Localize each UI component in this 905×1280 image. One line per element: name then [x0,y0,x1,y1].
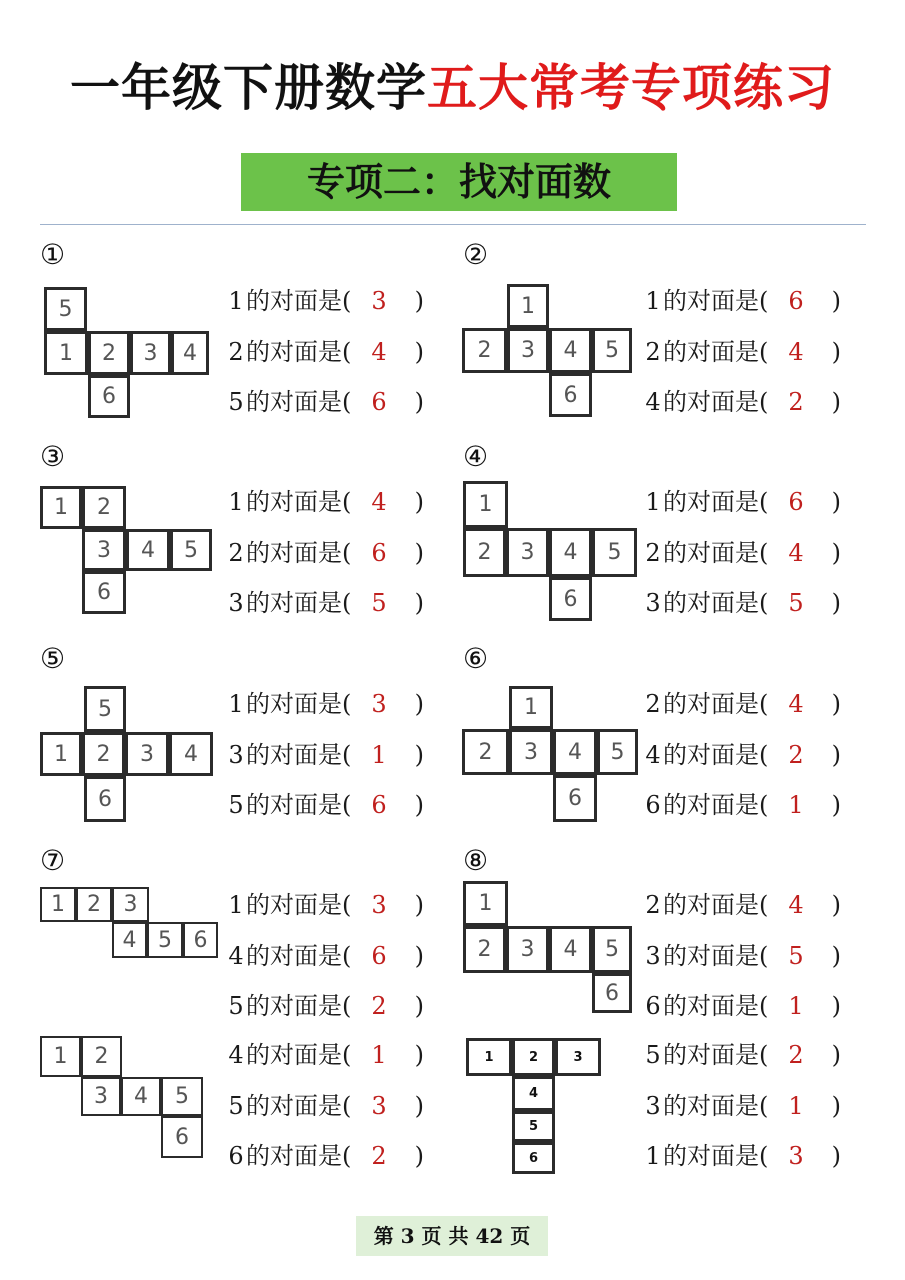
question-text: 的对面是 [663,740,759,769]
net-cell: 1 [507,284,549,328]
answer-value: 1 [371,740,387,769]
answer-value: 3 [371,690,387,718]
net-cell: 5 [161,1077,203,1116]
left-paren: ( [342,287,352,315]
question-text: 的对面是 [246,690,342,718]
question-digit: 2 [645,690,661,718]
question-text: 的对面是 [663,388,759,416]
question-digit: 6 [645,791,661,819]
right-paren: ) [831,992,841,1020]
net-cell: 1 [40,887,76,922]
net-cell: 4 [549,528,592,577]
left-paren: ( [342,891,352,919]
net-cell: 2 [462,328,507,373]
question-line [226,890,424,920]
left-paren: ( [342,1091,352,1120]
answer-value: 6 [371,388,387,416]
question-digit: 3 [228,589,244,617]
right-paren: ) [414,740,424,769]
answer-value: 2 [371,1142,387,1170]
net-cell: 2 [463,926,506,973]
answer-value: 6 [371,791,387,819]
net-cell: 4 [549,328,592,373]
question-text: 的对面是 [663,891,759,919]
question-digit: 4 [228,1041,244,1069]
right-paren: ) [831,287,841,315]
question-line [643,588,841,618]
question-digit: 4 [228,941,244,970]
right-paren: ) [414,1142,424,1170]
question-text: 的对面是 [663,992,759,1020]
net-cell: 6 [161,1116,203,1158]
question-line [643,790,841,820]
left-paren: ( [342,488,352,516]
question-text: 的对面是 [663,941,759,970]
answer-value: 4 [371,337,387,366]
question-line [226,1091,424,1121]
net-cell: 6 [84,776,126,822]
net-cell: 5 [597,729,638,775]
left-paren: ( [759,1091,769,1120]
answer-value: 3 [371,287,387,315]
right-paren: ) [414,337,424,366]
section-subtitle: 专项二：找对面数 [241,153,677,211]
right-paren: ) [414,488,424,516]
question-text: 的对面是 [246,891,342,919]
problem-number: ② [463,238,489,271]
question-text: 的对面是 [663,589,759,617]
left-paren: ( [759,740,769,769]
right-paren: ) [831,740,841,769]
right-paren: ) [414,1041,424,1069]
question-digit: 2 [645,337,661,366]
net-cell: 5 [170,529,212,571]
answer-value: 5 [371,589,387,617]
right-paren: ) [831,388,841,416]
question-line [643,1040,841,1070]
problem-number: ⑧ [463,844,489,877]
left-paren: ( [342,992,352,1020]
problem-number: ④ [463,440,489,473]
question-text: 的对面是 [246,1091,342,1120]
answer-value: 3 [371,891,387,919]
left-paren: ( [342,941,352,970]
question-text: 的对面是 [663,337,759,366]
net-cell: 6 [549,577,592,621]
question-digit: 3 [645,1091,661,1120]
question-line [643,890,841,920]
question-line [643,538,841,568]
net-cell: 1 [44,331,88,375]
left-paren: ( [759,287,769,315]
question-digit: 6 [228,1142,244,1170]
net-cell: 1 [40,1036,81,1077]
net-cell: 3 [130,331,171,375]
net-cell: 4 [171,331,209,375]
right-paren: ) [831,791,841,819]
question-text: 的对面是 [246,941,342,970]
net-cell: 6 [592,973,632,1013]
left-paren: ( [342,1142,352,1170]
net-cell: 2 [82,732,125,776]
question-digit: 2 [645,891,661,919]
question-digit: 5 [228,992,244,1020]
question-digit: 1 [228,287,244,315]
question-text: 的对面是 [663,791,759,819]
net-cell: 5 [592,528,637,577]
left-paren: ( [759,992,769,1020]
question-line [643,1091,841,1121]
answer-value: 4 [788,891,804,919]
answer-value: 6 [788,488,804,516]
left-paren: ( [342,791,352,819]
left-paren: ( [342,1041,352,1069]
net-cell: 5 [512,1111,555,1142]
question-digit: 1 [228,488,244,516]
problem-number: ⑦ [40,844,66,877]
left-paren: ( [342,690,352,718]
right-paren: ) [414,791,424,819]
net-cell: 3 [509,729,553,775]
question-digit: 1 [645,287,661,315]
right-paren: ) [831,1041,841,1069]
question-text: 的对面是 [246,791,342,819]
net-cell: 2 [462,729,509,775]
question-text: 的对面是 [246,388,342,416]
question-digit: 3 [645,589,661,617]
right-paren: ) [831,891,841,919]
right-paren: ) [414,891,424,919]
answer-value: 2 [788,1041,804,1069]
right-paren: ) [831,337,841,366]
answer-value: 6 [371,941,387,970]
answer-value: 6 [371,538,387,567]
question-digit: 2 [228,538,244,567]
net-cell: 2 [88,331,130,375]
net-cell: 5 [84,686,126,732]
net-cell: 4 [121,1077,161,1116]
question-text: 的对面是 [246,337,342,366]
net-cell: 3 [506,926,549,973]
question-digit: 3 [228,740,244,769]
question-line [226,387,424,417]
net-cell: 6 [88,375,130,418]
question-text: 的对面是 [663,488,759,516]
question-text: 的对面是 [246,589,342,617]
net-cell: 3 [112,887,149,922]
net-cell: 3 [506,528,549,577]
net-cell: 1 [40,732,82,776]
net-cell: 2 [76,887,112,922]
question-line [643,1141,841,1171]
question-text: 的对面是 [246,488,342,516]
question-digit: 1 [645,488,661,516]
question-line [226,286,424,316]
title-black: 一年级下册数学 [70,59,427,117]
question-line [643,941,841,971]
question-digit: 6 [645,992,661,1020]
right-paren: ) [831,488,841,516]
problem-number: ⑤ [40,642,66,675]
question-digit: 1 [645,1142,661,1170]
net-cell: 1 [509,686,553,729]
left-paren: ( [759,589,769,617]
page-title [0,48,905,120]
left-paren: ( [759,488,769,516]
answer-value: 1 [788,791,804,819]
problem-number: ① [40,238,66,271]
net-cell: 6 [553,775,597,822]
net-cell: 2 [512,1038,555,1076]
answer-value: 3 [788,1142,804,1170]
answer-value: 5 [788,941,804,970]
question-digit: 1 [228,690,244,718]
question-line [643,740,841,770]
answer-value: 2 [788,388,804,416]
question-line [226,740,424,770]
answer-value: 5 [788,589,804,617]
question-line [226,337,424,367]
answer-value: 4 [371,488,387,516]
question-digit: 4 [645,388,661,416]
net-cell: 6 [512,1142,555,1174]
right-paren: ) [414,589,424,617]
question-line [643,991,841,1021]
right-paren: ) [414,538,424,567]
net-cell: 4 [169,732,213,776]
question-line [226,588,424,618]
left-paren: ( [759,388,769,416]
answer-value: 1 [371,1041,387,1069]
net-cell: 3 [125,732,169,776]
answer-value: 2 [371,992,387,1020]
question-digit: 1 [228,891,244,919]
net-cell: 6 [183,922,218,958]
net-cell: 6 [82,571,126,614]
problem-number: ③ [40,440,66,473]
answer-value: 4 [788,690,804,718]
question-digit: 5 [228,388,244,416]
question-digit: 4 [645,740,661,769]
question-digit: 3 [645,941,661,970]
right-paren: ) [831,941,841,970]
net-cell: 5 [44,287,87,331]
question-line [226,538,424,568]
left-paren: ( [759,690,769,718]
question-text: 的对面是 [246,287,342,315]
net-cell: 3 [507,328,549,373]
question-digit: 2 [228,337,244,366]
answer-value: 3 [371,1091,387,1120]
net-cell: 1 [40,486,82,529]
left-paren: ( [342,589,352,617]
net-cell: 4 [112,922,147,958]
question-text: 的对面是 [663,690,759,718]
net-cell: 6 [549,373,592,417]
net-cell: 5 [592,328,632,373]
net-cell: 5 [592,926,632,973]
question-text: 的对面是 [246,1142,342,1170]
net-cell: 5 [147,922,183,958]
right-paren: ) [414,388,424,416]
question-digit: 2 [645,538,661,567]
right-paren: ) [831,538,841,567]
net-cell: 1 [466,1038,512,1076]
left-paren: ( [759,891,769,919]
question-text: 的对面是 [246,538,342,567]
left-paren: ( [759,538,769,567]
problem-number: ⑥ [463,642,489,675]
right-paren: ) [831,1142,841,1170]
question-text: 的对面是 [246,992,342,1020]
right-paren: ) [831,1091,841,1120]
right-paren: ) [414,690,424,718]
right-paren: ) [414,287,424,315]
net-cell: 4 [126,529,170,571]
net-cell: 1 [463,881,508,926]
question-text: 的对面是 [663,538,759,567]
answer-value: 2 [788,740,804,769]
left-paren: ( [759,1142,769,1170]
right-paren: ) [831,589,841,617]
left-paren: ( [759,941,769,970]
right-paren: ) [414,941,424,970]
left-paren: ( [342,740,352,769]
question-line [226,790,424,820]
left-paren: ( [759,1041,769,1069]
question-line [643,337,841,367]
question-digit: 5 [228,791,244,819]
right-paren: ) [831,690,841,718]
question-line [226,1040,424,1070]
question-line [226,991,424,1021]
answer-value: 4 [788,337,804,366]
divider [40,224,866,225]
question-line [226,941,424,971]
question-line [226,487,424,517]
left-paren: ( [342,538,352,567]
question-text: 的对面是 [246,740,342,769]
question-text: 的对面是 [246,1041,342,1069]
answer-value: 6 [788,287,804,315]
answer-value: 1 [788,1091,804,1120]
right-paren: ) [414,1091,424,1120]
question-line [643,689,841,719]
net-cell: 3 [555,1038,601,1076]
question-text: 的对面是 [663,1142,759,1170]
question-line [643,387,841,417]
right-paren: ) [414,992,424,1020]
net-cell: 1 [463,481,508,528]
question-line [226,689,424,719]
net-cell: 3 [81,1077,121,1116]
question-text: 的对面是 [663,287,759,315]
question-line [643,487,841,517]
left-paren: ( [759,791,769,819]
net-cell: 2 [463,528,506,577]
question-text: 的对面是 [663,1091,759,1120]
left-paren: ( [759,337,769,366]
question-digit: 5 [645,1041,661,1069]
net-cell: 4 [549,926,592,973]
answer-value: 1 [788,992,804,1020]
net-cell: 4 [512,1076,555,1111]
answer-value: 4 [788,538,804,567]
net-cell: 2 [81,1036,122,1077]
left-paren: ( [342,388,352,416]
net-cell: 4 [553,729,597,775]
net-cell: 2 [82,486,126,529]
title-red: 五大常考专项练习 [427,59,835,117]
question-digit: 5 [228,1091,244,1120]
net-cell: 3 [82,529,126,571]
left-paren: ( [342,337,352,366]
question-text: 的对面是 [663,1041,759,1069]
page-footer: 第 3 页 共 42 页 [356,1216,548,1256]
question-line [226,1141,424,1171]
question-line [643,286,841,316]
